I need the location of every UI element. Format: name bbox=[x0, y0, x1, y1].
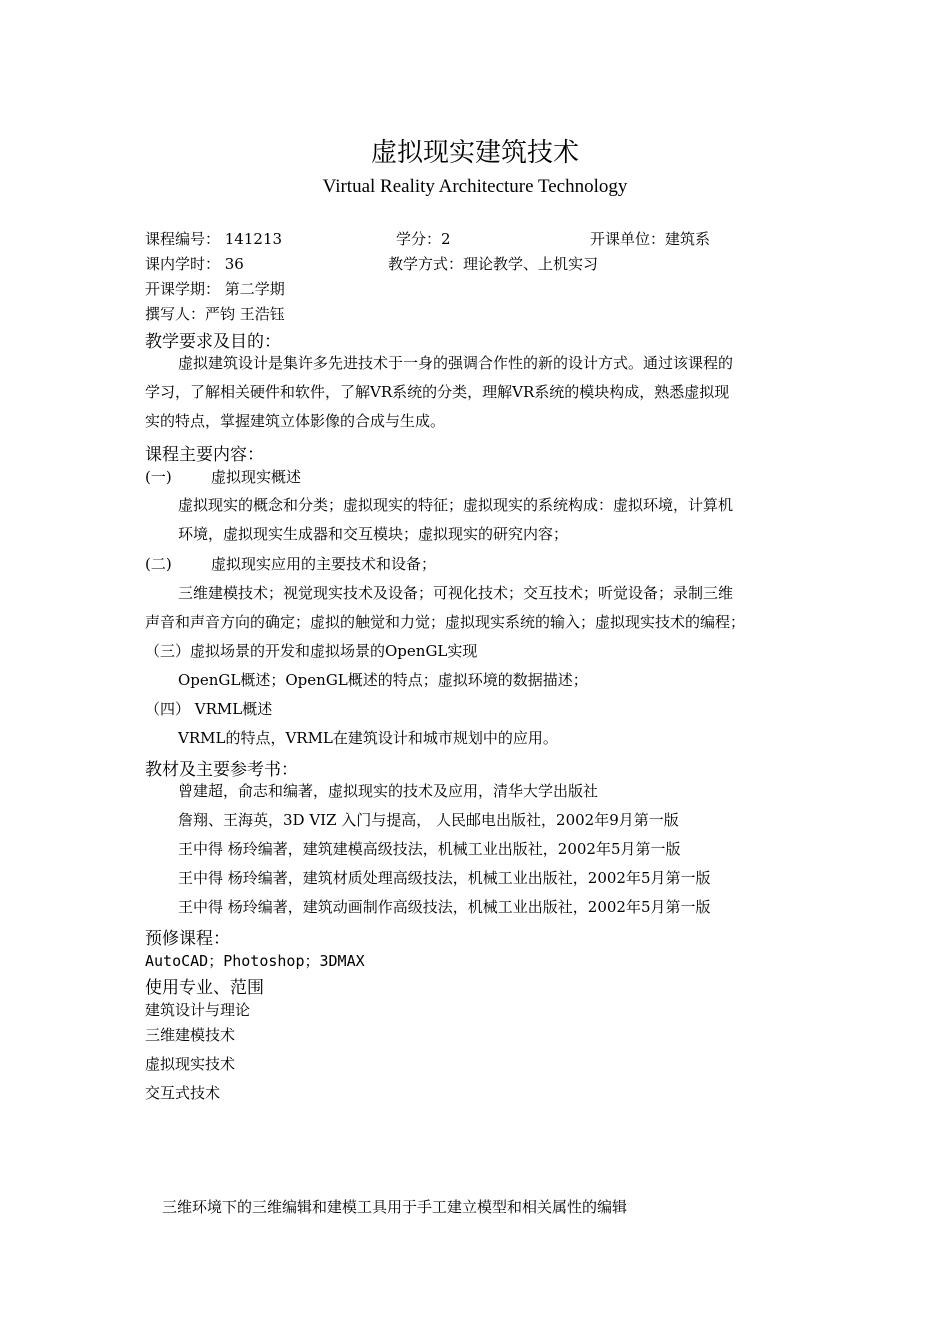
section-1-line-1: 虚拟现实的概念和分类；虚拟现实的特征；虚拟现实的系统构成：虚拟环境，计算机 bbox=[178, 496, 734, 514]
course-code: 课程编号： 141213 bbox=[145, 230, 283, 248]
section-3-body: OpenGL概述；OpenGL概述的特点；虚拟环境的数据描述； bbox=[178, 671, 588, 689]
semester: 开课学期： 第二学期 bbox=[145, 280, 285, 298]
footer-note: 三维环境下的三维编辑和建模工具用于手工建立模型和相关属性的编辑 bbox=[162, 1198, 628, 1216]
scope-heading: 使用专业、范围 bbox=[145, 978, 264, 998]
section-2-line-1: 三维建模技术；视觉现实技术及设备；可视化技术；交互技术；听觉设备；录制三维 bbox=[178, 584, 734, 602]
objectives-line-3: 实的特点，掌握建筑立体影像的合成与生成。 bbox=[145, 412, 446, 430]
content-heading: 课程主要内容： bbox=[145, 445, 264, 465]
document-title: 虚拟现实建筑技术 bbox=[370, 138, 579, 168]
prerequisites-text: AutoCAD；Photoshop；3DMAX bbox=[145, 952, 365, 970]
teaching-mode: 教学方式：理论教学、上机实习 bbox=[388, 255, 599, 273]
section-2-title: 虚拟现实应用的主要技术和设备； bbox=[211, 555, 437, 573]
section-4-body: VRML的特点，VRML在建筑设计和城市规划中的应用。 bbox=[178, 729, 558, 747]
authors: 撰写人：严钧 王浩钰 bbox=[145, 305, 285, 323]
document-subtitle: Virtual Reality Architecture Technology bbox=[322, 176, 628, 197]
section-1-label: (一) bbox=[145, 468, 172, 486]
scope-item: 三维建模技术 bbox=[145, 1026, 236, 1044]
section-3-title: （三）虚拟场景的开发和虚拟场景的OpenGL实现 bbox=[145, 642, 478, 660]
scope-item: 建筑设计与理论 bbox=[145, 1001, 251, 1019]
department: 开课单位：建筑系 bbox=[590, 230, 711, 248]
scope-item: 虚拟现实技术 bbox=[145, 1055, 236, 1073]
prerequisites-heading: 预修课程： bbox=[145, 929, 230, 949]
section-1-line-2: 环境，虚拟现实生成器和交互模块；虚拟现实的研究内容； bbox=[178, 525, 569, 543]
section-2-line-2: 声音和声音方向的确定；虚拟的触觉和力觉；虚拟现实系统的输入；虚拟现实技术的编程； bbox=[145, 613, 746, 631]
objectives-line-1: 虚拟建筑设计是集许多先进技术于一身的强调合作性的新的设计方式。通过该课程的 bbox=[178, 354, 734, 372]
scope-item: 交互式技术 bbox=[145, 1084, 221, 1102]
references-heading: 教材及主要参考书： bbox=[145, 760, 298, 780]
section-1-title: 虚拟现实概述 bbox=[211, 468, 302, 486]
reference-item: 王中得 杨玲编著，建筑建模高级技法，机械工业出版社，2002年5月第一版 bbox=[178, 840, 681, 858]
class-hours: 课内学时： 36 bbox=[145, 255, 244, 273]
reference-item: 詹翔、王海英，3D VIZ 入门与提高， 人民邮电出版社，2002年9月第一版 bbox=[178, 811, 679, 829]
objectives-line-2: 学习，了解相关硬件和软件，了解VR系统的分类，理解VR系统的模块构成，熟悉虚拟现 bbox=[145, 383, 730, 401]
reference-item: 王中得 杨玲编著，建筑动画制作高级技法，机械工业出版社，2002年5月第一版 bbox=[178, 898, 711, 916]
reference-item: 王中得 杨玲编著，建筑材质处理高级技法，机械工业出版社，2002年5月第一版 bbox=[178, 869, 711, 887]
credits: 学分：2 bbox=[396, 230, 451, 248]
objectives-heading: 教学要求及目的： bbox=[145, 332, 281, 352]
section-4-title: （四） VRML概述 bbox=[145, 700, 273, 718]
section-2-label: (二) bbox=[145, 555, 172, 573]
reference-item: 曾建超，俞志和编著，虚拟现实的技术及应用，清华大学出版社 bbox=[178, 782, 599, 800]
